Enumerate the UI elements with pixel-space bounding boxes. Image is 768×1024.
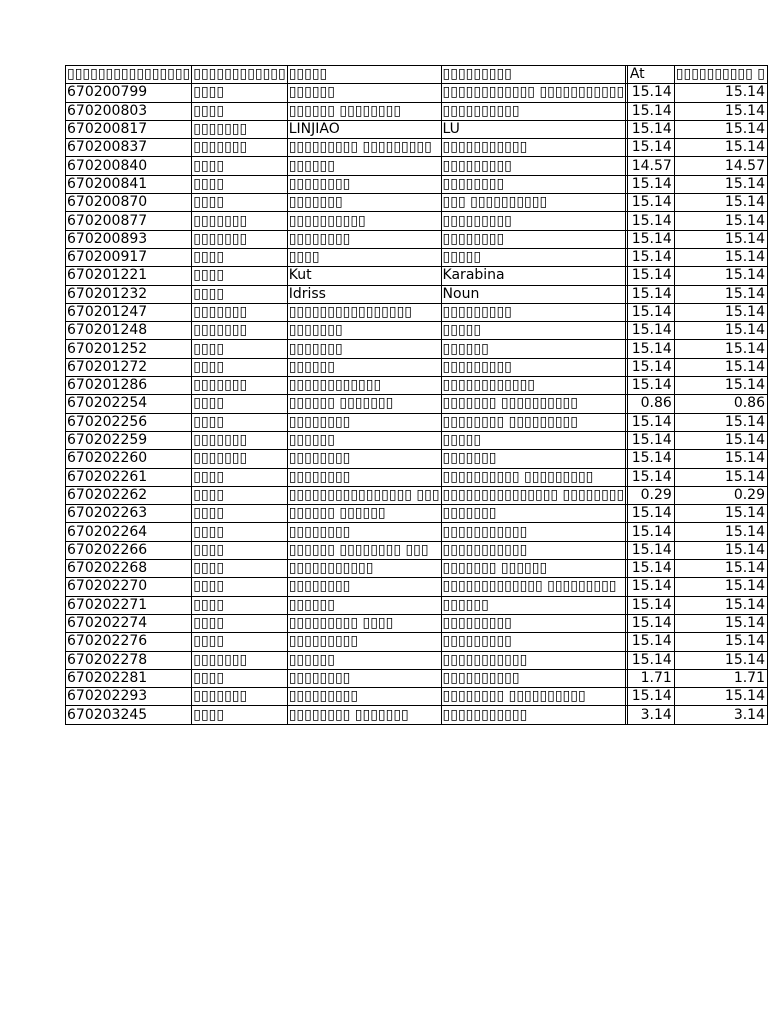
table-row xyxy=(66,358,768,376)
cell-first-name[interactable]: ▯▯▯▯▯▯▯ xyxy=(287,322,441,340)
table-row xyxy=(66,322,768,340)
cell-id[interactable]: 670200837 xyxy=(66,139,192,157)
cell-last-name[interactable]: ▯▯▯▯▯▯▯▯ xyxy=(441,230,626,248)
cell-last-name[interactable]: ▯▯▯▯▯ xyxy=(441,322,626,340)
cell-value-a[interactable]: 15.14 xyxy=(627,431,674,449)
cell-value-a[interactable]: 15.14 xyxy=(627,102,674,120)
cell-type[interactable]: ▯▯▯▯ xyxy=(192,248,287,266)
cell-first-name[interactable]: ▯▯▯▯▯▯ ▯▯▯▯▯▯▯▯ xyxy=(287,102,441,120)
cell-last-name[interactable]: ▯▯▯▯▯▯▯▯▯ xyxy=(441,212,626,230)
cell-last-name[interactable]: ▯▯▯▯▯▯▯▯▯▯ ▯▯▯▯▯▯▯▯▯ xyxy=(441,468,626,486)
cell-id[interactable]: 670202266 xyxy=(66,541,192,559)
cell-type[interactable]: ▯▯▯▯▯▯▯ xyxy=(192,377,287,395)
cell-last-name[interactable]: Noun xyxy=(441,285,626,303)
cell-value-b[interactable]: 15.14 xyxy=(674,578,767,596)
cell-last-name[interactable]: ▯▯▯▯▯▯▯▯ xyxy=(441,175,626,193)
cell-value-b[interactable]: 15.14 xyxy=(674,450,767,468)
cell-first-name[interactable]: ▯▯▯▯▯▯▯▯ xyxy=(287,175,441,193)
cell-value-a[interactable]: 15.14 xyxy=(627,358,674,376)
header-row xyxy=(66,66,768,84)
cell-value-b[interactable]: 15.14 xyxy=(674,322,767,340)
cell-value-a[interactable]: 15.14 xyxy=(627,505,674,523)
spreadsheet xyxy=(65,65,768,725)
cell-id[interactable]: 670202276 xyxy=(66,633,192,651)
cell-value-a[interactable]: 15.14 xyxy=(627,578,674,596)
cell-first-name[interactable]: LINJIAO xyxy=(287,120,441,138)
cell-value-a[interactable]: 0.29 xyxy=(627,486,674,504)
cell-id[interactable]: 670202270 xyxy=(66,578,192,596)
cell-id[interactable]: 670202293 xyxy=(66,688,192,706)
cell-id[interactable]: 670202268 xyxy=(66,560,192,578)
cell-value-a[interactable]: 15.14 xyxy=(627,413,674,431)
cell-first-name[interactable]: ▯▯▯▯▯▯▯▯▯▯▯ xyxy=(287,560,441,578)
cell-value-a[interactable]: 15.14 xyxy=(627,596,674,614)
cell-first-name[interactable]: ▯▯▯▯▯▯▯▯▯▯▯▯▯▯▯▯ ▯▯▯ xyxy=(288,486,440,503)
cell-last-name[interactable]: ▯▯▯▯▯▯▯▯▯▯ xyxy=(441,669,626,687)
table-row xyxy=(66,450,768,468)
cell-value-b[interactable]: 3.14 xyxy=(674,706,767,724)
cell-first-name[interactable]: ▯▯▯▯▯▯▯▯ xyxy=(287,413,441,431)
cell-id[interactable]: 670200841 xyxy=(66,175,192,193)
table-row xyxy=(66,688,768,706)
cell-value-b[interactable]: 0.29 xyxy=(674,486,767,504)
cell-value-a[interactable]: 15.14 xyxy=(627,468,674,486)
table-row xyxy=(66,175,768,193)
cell-value-a[interactable]: 15.14 xyxy=(627,560,674,578)
table-row xyxy=(66,578,768,596)
table-row xyxy=(66,596,768,614)
cell-last-name[interactable]: ▯▯▯▯▯▯▯▯ ▯▯▯▯▯▯▯▯▯ xyxy=(441,413,626,431)
cell-value-b[interactable]: 15.14 xyxy=(674,431,767,449)
cell-id[interactable]: 670202260 xyxy=(66,450,192,468)
cell-type[interactable]: ▯▯▯▯ xyxy=(192,340,287,358)
cell-first-name[interactable]: Kut xyxy=(287,267,441,285)
cell-last-name[interactable]: ▯▯▯▯▯▯▯▯▯▯ xyxy=(441,102,626,120)
cell-id[interactable]: 670200799 xyxy=(66,84,192,102)
table-row xyxy=(66,486,768,504)
cell-type[interactable]: ▯▯▯▯ xyxy=(192,505,287,523)
cell-value-b[interactable]: 15.14 xyxy=(674,194,767,212)
cell-type[interactable]: ▯▯▯▯▯▯▯ xyxy=(192,230,287,248)
cell-last-name[interactable]: LU xyxy=(441,120,626,138)
table-row xyxy=(66,303,768,321)
cell-last-name[interactable]: ▯▯▯▯▯▯▯▯ ▯▯▯▯▯▯▯▯▯▯ xyxy=(441,688,626,706)
cell-first-name[interactable]: ▯▯▯▯▯▯ xyxy=(287,431,441,449)
cell-last-name[interactable]: ▯▯▯▯▯▯▯▯▯▯▯ xyxy=(441,706,626,724)
cell-id[interactable]: 670200803 xyxy=(66,102,192,120)
cell-type[interactable]: ▯▯▯▯ xyxy=(192,267,287,285)
cell-type[interactable]: ▯▯▯▯ xyxy=(192,157,287,175)
cell-value-b[interactable]: 15.14 xyxy=(674,212,767,230)
cell-value-b[interactable]: 14.57 xyxy=(674,157,767,175)
cell-last-name[interactable]: ▯▯▯▯▯▯▯▯▯ xyxy=(441,303,626,321)
cell-value-a[interactable]: 15.14 xyxy=(627,175,674,193)
cell-first-name[interactable]: ▯▯▯▯▯▯▯ xyxy=(287,340,441,358)
cell-value-b[interactable]: 15.14 xyxy=(674,541,767,559)
cell-value-b[interactable]: 15.14 xyxy=(674,120,767,138)
cell-first-name[interactable]: ▯▯▯▯▯▯▯▯ ▯▯▯▯▯▯▯ xyxy=(287,706,441,724)
cell-last-name[interactable]: ▯▯▯▯▯▯▯▯▯▯▯▯ ▯▯▯▯▯▯▯▯▯▯▯ xyxy=(442,84,625,101)
table-row xyxy=(66,523,768,541)
cell-value-b[interactable]: 1.71 xyxy=(674,669,767,687)
cell-value-b[interactable]: 15.14 xyxy=(674,633,767,651)
cell-value-b[interactable]: 15.14 xyxy=(674,248,767,266)
cell-type[interactable]: ▯▯▯▯ xyxy=(192,102,287,120)
cell-value-b[interactable]: 15.14 xyxy=(674,139,767,157)
cell-value-a[interactable]: 15.14 xyxy=(627,614,674,632)
cell-id[interactable]: 670200893 xyxy=(66,230,192,248)
cell-first-name[interactable]: ▯▯▯▯▯▯▯▯ xyxy=(287,450,441,468)
cell-value-a[interactable]: 15.14 xyxy=(627,450,674,468)
cell-first-name[interactable]: ▯▯▯▯▯▯ xyxy=(287,84,441,102)
cell-value-b[interactable]: 15.14 xyxy=(674,267,767,285)
cell-last-name[interactable]: ▯▯▯▯▯▯▯▯▯▯▯▯ xyxy=(441,377,626,395)
cell-type[interactable]: ▯▯▯▯ xyxy=(192,560,287,578)
cell-value-a[interactable]: 15.14 xyxy=(627,212,674,230)
cell-value-a[interactable]: 1.71 xyxy=(627,669,674,687)
data-table xyxy=(65,65,768,725)
cell-type[interactable]: ▯▯▯▯ xyxy=(192,468,287,486)
cell-type[interactable]: ▯▯▯▯ xyxy=(192,706,287,724)
cell-type[interactable]: ▯▯▯▯ xyxy=(192,523,287,541)
cell-type[interactable]: ▯▯▯▯ xyxy=(192,669,287,687)
cell-value-b[interactable]: 15.14 xyxy=(674,102,767,120)
cell-id[interactable]: 670201252 xyxy=(66,340,192,358)
cell-type[interactable]: ▯▯▯▯ xyxy=(192,413,287,431)
cell-first-name[interactable]: ▯▯▯▯▯▯▯▯▯ xyxy=(287,688,441,706)
cell-id[interactable]: 670202259 xyxy=(66,431,192,449)
cell-last-name[interactable]: ▯▯▯▯▯▯▯▯▯▯▯▯▯▯▯ ▯▯▯▯▯▯▯▯ xyxy=(442,486,625,503)
cell-value-b[interactable]: 15.14 xyxy=(674,340,767,358)
cell-first-name[interactable]: ▯▯▯▯ xyxy=(287,248,441,266)
cell-first-name[interactable]: ▯▯▯▯▯▯▯▯ xyxy=(287,230,441,248)
cell-id[interactable]: 670203245 xyxy=(66,706,192,724)
cell-value-a[interactable]: 15.14 xyxy=(627,688,674,706)
cell-last-name[interactable]: ▯▯▯▯▯▯ xyxy=(441,340,626,358)
table-row xyxy=(66,120,768,138)
header-cell[interactable]: ▯▯▯▯▯▯▯▯▯ xyxy=(441,66,626,84)
cell-value-b[interactable]: 0.86 xyxy=(674,395,767,413)
cell-first-name[interactable]: ▯▯▯▯▯▯ ▯▯▯▯▯▯▯▯ ▯▯▯ xyxy=(287,541,441,559)
cell-value-b[interactable]: 15.14 xyxy=(674,523,767,541)
cell-last-name[interactable]: ▯▯▯▯▯▯▯▯▯▯▯ xyxy=(441,541,626,559)
cell-value-b[interactable]: 15.14 xyxy=(674,84,767,102)
cell-type[interactable]: ▯▯▯▯ xyxy=(192,486,287,504)
cell-id[interactable]: 670201232 xyxy=(66,285,192,303)
cell-last-name[interactable]: Karabina xyxy=(441,267,626,285)
cell-last-name[interactable]: ▯▯▯ ▯▯▯▯▯▯▯▯▯▯ xyxy=(441,194,626,212)
cell-id[interactable]: 670200870 xyxy=(66,194,192,212)
cell-first-name[interactable]: ▯▯▯▯▯▯ xyxy=(287,651,441,669)
cell-type[interactable]: ▯▯▯▯ xyxy=(192,596,287,614)
cell-value-a[interactable]: 0.86 xyxy=(627,395,674,413)
cell-last-name[interactable]: ▯▯▯▯▯▯▯▯▯▯▯▯▯ ▯▯▯▯▯▯▯▯▯ xyxy=(441,578,626,596)
table-row xyxy=(66,157,768,175)
cell-value-a[interactable]: 15.14 xyxy=(627,120,674,138)
cell-value-a[interactable]: 15.14 xyxy=(627,84,674,102)
cell-type[interactable]: ▯▯▯▯ xyxy=(192,614,287,632)
cell-value-a[interactable]: 3.14 xyxy=(627,706,674,724)
cell-id[interactable]: 670202278 xyxy=(66,651,192,669)
cell-id[interactable]: 670202261 xyxy=(66,468,192,486)
cell-id[interactable]: 670202274 xyxy=(66,614,192,632)
cell-value-b[interactable]: 15.14 xyxy=(674,303,767,321)
table-row xyxy=(66,377,768,395)
table-row xyxy=(66,560,768,578)
cell-last-name[interactable]: ▯▯▯▯▯▯▯▯▯▯▯ xyxy=(441,523,626,541)
table-row xyxy=(66,614,768,632)
cell-id[interactable]: 670202256 xyxy=(66,413,192,431)
cell-first-name[interactable]: ▯▯▯▯▯▯▯▯ xyxy=(287,523,441,541)
cell-value-a[interactable]: 15.14 xyxy=(627,340,674,358)
cell-type[interactable]: ▯▯▯▯▯▯▯ xyxy=(192,450,287,468)
cell-first-name[interactable]: Idriss xyxy=(287,285,441,303)
cell-id[interactable]: 670202262 xyxy=(66,486,192,504)
cell-value-a[interactable]: 14.57 xyxy=(627,157,674,175)
cell-value-a[interactable]: 15.14 xyxy=(627,651,674,669)
cell-value-b[interactable]: 15.14 xyxy=(674,377,767,395)
cell-value-a[interactable]: 15.14 xyxy=(627,267,674,285)
table-body xyxy=(66,66,768,725)
cell-first-name[interactable]: ▯▯▯▯▯▯ xyxy=(287,358,441,376)
cell-id[interactable]: 670200840 xyxy=(66,157,192,175)
cell-value-a[interactable]: 15.14 xyxy=(627,285,674,303)
cell-type[interactable]: ▯▯▯▯▯▯▯ xyxy=(192,212,287,230)
cell-value-a[interactable]: 15.14 xyxy=(627,248,674,266)
cell-first-name[interactable]: ▯▯▯▯▯▯ ▯▯▯▯▯▯ xyxy=(287,505,441,523)
table-row xyxy=(66,84,768,102)
cell-last-name[interactable]: ▯▯▯▯▯▯▯▯▯▯▯ xyxy=(441,139,626,157)
cell-type[interactable]: ▯▯▯▯▯▯▯ xyxy=(192,688,287,706)
cell-type[interactable]: ▯▯▯▯ xyxy=(192,578,287,596)
cell-id[interactable]: 670200877 xyxy=(66,212,192,230)
cell-first-name[interactable]: ▯▯▯▯▯▯▯▯ xyxy=(287,468,441,486)
header-cell[interactable]: ▯▯▯▯▯▯▯▯▯▯ ▯ xyxy=(674,66,767,84)
cell-value-a[interactable]: 15.14 xyxy=(627,194,674,212)
cell-value-a[interactable]: 15.14 xyxy=(627,633,674,651)
table-row xyxy=(66,669,768,687)
cell-value-b[interactable]: 15.14 xyxy=(674,596,767,614)
cell-type[interactable]: ▯▯▯▯ xyxy=(192,358,287,376)
cell-value-b[interactable]: 15.14 xyxy=(674,285,767,303)
cell-type[interactable]: ▯▯▯▯▯▯▯ xyxy=(192,322,287,340)
cell-first-name[interactable]: ▯▯▯▯▯▯▯▯ xyxy=(287,669,441,687)
table-row xyxy=(66,413,768,431)
cell-first-name[interactable]: ▯▯▯▯▯▯▯▯▯▯▯▯ xyxy=(287,377,441,395)
cell-value-b[interactable]: 15.14 xyxy=(674,614,767,632)
table-row xyxy=(66,651,768,669)
cell-type[interactable]: ▯▯▯▯ xyxy=(192,84,287,102)
cell-first-name[interactable]: ▯▯▯▯▯▯▯▯▯ xyxy=(287,633,441,651)
cell-last-name[interactable]: ▯▯▯▯▯▯▯ ▯▯▯▯▯▯ xyxy=(441,560,626,578)
cell-id[interactable]: 670201247 xyxy=(66,303,192,321)
cell-last-name[interactable]: ▯▯▯▯▯▯▯▯▯▯▯ xyxy=(441,651,626,669)
table-row xyxy=(66,706,768,724)
cell-last-name[interactable]: ▯▯▯▯▯ xyxy=(441,248,626,266)
table-row xyxy=(66,230,768,248)
table-row xyxy=(66,395,768,413)
cell-last-name[interactable]: ▯▯▯▯▯▯▯▯▯ xyxy=(441,614,626,632)
cell-id[interactable]: 670200917 xyxy=(66,248,192,266)
cell-value-b[interactable]: 15.14 xyxy=(674,175,767,193)
cell-value-a[interactable]: 15.14 xyxy=(627,377,674,395)
table-row xyxy=(66,194,768,212)
cell-type[interactable]: ▯▯▯▯▯▯▯ xyxy=(192,120,287,138)
table-row xyxy=(66,248,768,266)
cell-first-name[interactable]: ▯▯▯▯▯▯▯ xyxy=(287,194,441,212)
cell-id[interactable]: 670201272 xyxy=(66,358,192,376)
header-cell[interactable]: ▯▯▯▯▯▯▯▯▯▯▯▯ xyxy=(193,66,286,83)
cell-last-name[interactable]: ▯▯▯▯▯▯▯▯▯ xyxy=(441,633,626,651)
cell-id[interactable]: 670201286 xyxy=(66,377,192,395)
table-row xyxy=(66,340,768,358)
table-row xyxy=(66,633,768,651)
cell-last-name[interactable]: ▯▯▯▯▯▯ xyxy=(441,596,626,614)
cell-type[interactable]: ▯▯▯▯ xyxy=(192,633,287,651)
cell-value-a[interactable]: 15.14 xyxy=(627,523,674,541)
header-cell[interactable]: ▯▯▯▯▯ xyxy=(287,66,441,84)
table-row xyxy=(66,102,768,120)
table-row xyxy=(66,212,768,230)
cell-value-a[interactable]: 15.14 xyxy=(627,303,674,321)
cell-last-name[interactable]: ▯▯▯▯▯▯▯ xyxy=(441,450,626,468)
cell-id[interactable]: 670202254 xyxy=(66,395,192,413)
cell-id[interactable]: 670201248 xyxy=(66,322,192,340)
cell-value-a[interactable]: 15.14 xyxy=(627,322,674,340)
cell-first-name[interactable]: ▯▯▯▯▯▯▯▯▯ ▯▯▯▯ xyxy=(287,614,441,632)
cell-id[interactable]: 670202281 xyxy=(66,669,192,687)
cell-id[interactable]: 670200817 xyxy=(66,120,192,138)
cell-first-name[interactable]: ▯▯▯▯▯▯▯▯▯ ▯▯▯▯▯▯▯▯▯ xyxy=(287,139,441,157)
cell-value-a[interactable]: 15.14 xyxy=(627,541,674,559)
cell-first-name[interactable]: ▯▯▯▯▯▯ xyxy=(287,596,441,614)
cell-first-name[interactable]: ▯▯▯▯▯▯ ▯▯▯▯▯▯▯ xyxy=(287,395,441,413)
cell-id[interactable]: 670202263 xyxy=(66,505,192,523)
header-cell[interactable]: At xyxy=(627,66,674,84)
cell-id[interactable]: 670201221 xyxy=(66,267,192,285)
cell-value-b[interactable]: 15.14 xyxy=(674,230,767,248)
cell-first-name[interactable]: ▯▯▯▯▯▯▯▯ xyxy=(287,578,441,596)
table-row xyxy=(66,431,768,449)
cell-type[interactable]: ▯▯▯▯▯▯▯ xyxy=(192,303,287,321)
cell-first-name[interactable]: ▯▯▯▯▯▯▯▯▯▯▯▯▯▯▯▯ xyxy=(287,303,441,321)
table-row xyxy=(66,541,768,559)
table-row xyxy=(66,468,768,486)
cell-first-name[interactable]: ▯▯▯▯▯▯ xyxy=(287,157,441,175)
table-row xyxy=(66,267,768,285)
cell-type[interactable]: ▯▯▯▯ xyxy=(192,194,287,212)
cell-value-a[interactable]: 15.14 xyxy=(627,139,674,157)
cell-last-name[interactable]: ▯▯▯▯▯▯▯▯▯ xyxy=(441,358,626,376)
cell-type[interactable]: ▯▯▯▯ xyxy=(192,175,287,193)
cell-last-name[interactable]: ▯▯▯▯▯▯▯ ▯▯▯▯▯▯▯▯▯▯ xyxy=(441,395,626,413)
table-row xyxy=(66,285,768,303)
header-cell[interactable]: ▯▯▯▯▯▯▯▯▯▯▯▯▯▯▯▯ xyxy=(67,66,191,83)
cell-last-name[interactable]: ▯▯▯▯▯▯▯ xyxy=(441,505,626,523)
cell-value-b[interactable]: 15.14 xyxy=(674,560,767,578)
cell-value-b[interactable]: 15.14 xyxy=(674,413,767,431)
cell-type[interactable]: ▯▯▯▯▯▯▯ xyxy=(192,139,287,157)
cell-type[interactable]: ▯▯▯▯ xyxy=(192,285,287,303)
table-row xyxy=(66,139,768,157)
cell-id[interactable]: 670202264 xyxy=(66,523,192,541)
cell-value-b[interactable]: 15.14 xyxy=(674,468,767,486)
cell-value-b[interactable]: 15.14 xyxy=(674,651,767,669)
cell-id[interactable]: 670202271 xyxy=(66,596,192,614)
cell-type[interactable]: ▯▯▯▯▯▯▯ xyxy=(192,431,287,449)
table-row xyxy=(66,505,768,523)
cell-last-name[interactable]: ▯▯▯▯▯ xyxy=(441,431,626,449)
cell-value-b[interactable]: 15.14 xyxy=(674,505,767,523)
cell-value-b[interactable]: 15.14 xyxy=(674,358,767,376)
cell-type[interactable]: ▯▯▯▯ xyxy=(192,541,287,559)
cell-last-name[interactable]: ▯▯▯▯▯▯▯▯▯ xyxy=(441,157,626,175)
cell-value-a[interactable]: 15.14 xyxy=(627,230,674,248)
cell-type[interactable]: ▯▯▯▯▯▯▯ xyxy=(192,651,287,669)
cell-value-b[interactable]: 15.14 xyxy=(674,688,767,706)
cell-type[interactable]: ▯▯▯▯ xyxy=(192,395,287,413)
cell-first-name[interactable]: ▯▯▯▯▯▯▯▯▯▯ xyxy=(287,212,441,230)
